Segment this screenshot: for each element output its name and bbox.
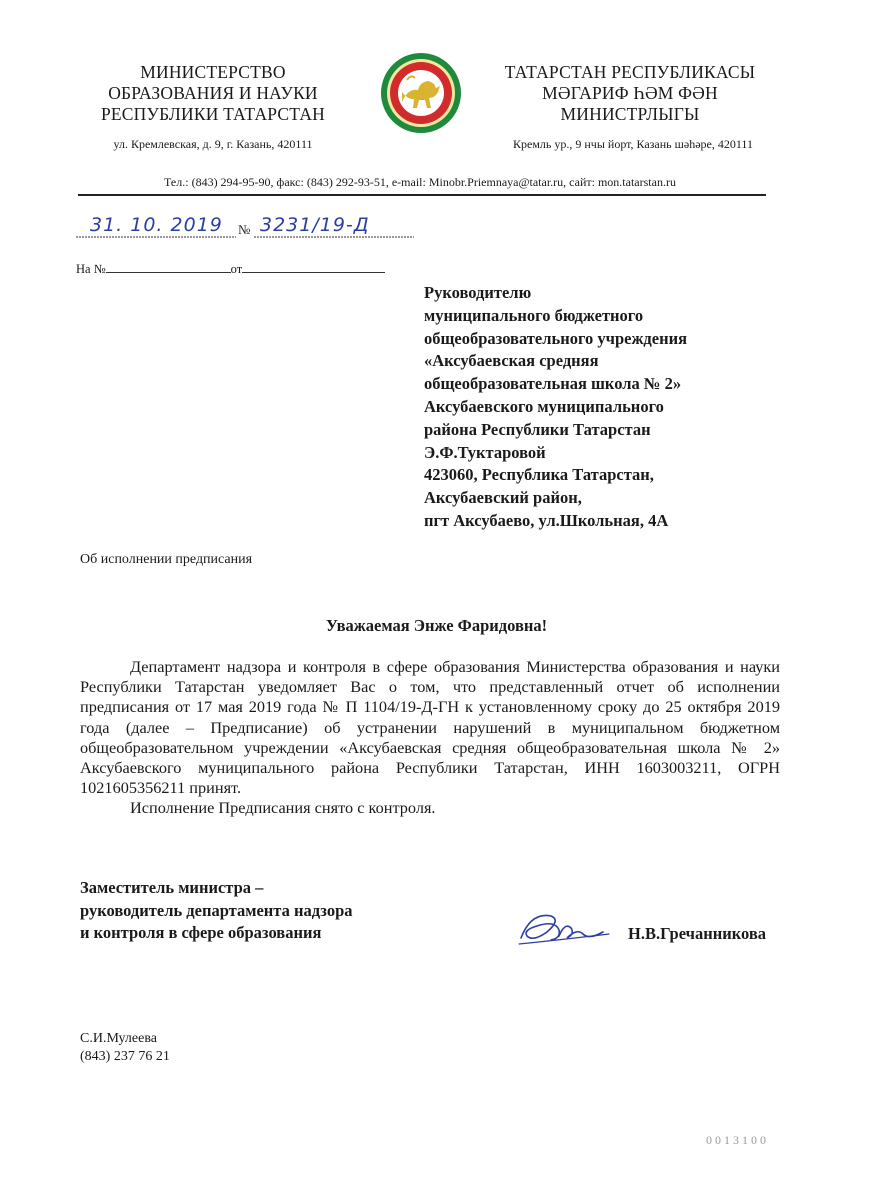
document-serial-number: 0013100 (706, 1133, 769, 1147)
signer-title-line: и контроля в сфере образования (80, 923, 322, 942)
reference-label: На № (76, 262, 106, 276)
header-ministry-tt (480, 62, 780, 125)
registration-number-label: № (238, 222, 251, 237)
recipient-line: Аксубаевский район, (424, 488, 582, 508)
header-tt-line-3: МИНИСТРЛЫГЫ (560, 104, 700, 124)
recipient-line: Аксубаевского муниципального (424, 396, 664, 416)
header-ministry-ru (78, 62, 348, 125)
handwritten-signature-icon (515, 902, 615, 954)
recipient-block (424, 282, 784, 533)
registration-number: 3231/19-Д (260, 214, 370, 236)
signer-title (80, 877, 353, 945)
letter-subject: Об исполнении предписания (80, 552, 253, 567)
header-divider (78, 194, 766, 196)
letter-body (80, 657, 780, 819)
recipient-line: Руководителю (424, 283, 532, 302)
reference-from-label: от (230, 262, 243, 276)
executor-phone: (843) 237 76 21 (80, 1049, 170, 1064)
address-ru: ул. Кремлевская, д. 9, г. Казань, 420111 (113, 137, 313, 151)
executor-block (80, 1030, 170, 1066)
header-ru-line-2: ОБРАЗОВАНИЯ И НАУКИ (108, 83, 318, 103)
reference-line (76, 260, 385, 277)
contacts-line: Тел.: (843) 294-95-90, факс: (843) 292-93-51, e-mail: Minobr.Priemnaya@tatar.ru, сайт: mon.tatarstan.ru (164, 175, 676, 189)
recipient-line: общеобразовательного учреждения (424, 328, 688, 348)
header-ru-line-3: РЕСПУБЛИКИ ТАТАРСТАН (100, 104, 325, 124)
recipient-line: пгт Аксубаево, ул.Школьная, 4А (424, 510, 669, 530)
executor-name: С.И.Мулеева (80, 1031, 157, 1046)
body-paragraph: Департамент надзора и контроля в сфере образования Министерства образования и науки Республики Татарстан уведомляет Вас о том, что представленный отчет об исполнении предписания от 17 мая 2019 года № П 1104/19-Д-ГН к установленному сроку до 25 октября 2019 года (далее – Предписание) об устранении нарушений в муниципальном бюджетном общеобразовательном учреждении «Аксубаевская средняя общеобразовательная школа № 2» Аксубаевского муниципального района Республики Татарстан, ИНН 1603003211, ОГРН 1021605356211 принят. (80, 657, 780, 798)
recipient-line: Э.Ф.Туктаровой (424, 442, 546, 462)
recipient-line: общеобразовательная школа № 2» (424, 374, 682, 394)
header-tt-line-2: МӘГАРИФ ҺӘМ ФӘН (542, 83, 718, 103)
reference-number-blank (106, 260, 231, 273)
signer-title-line: руководитель департамента надзора (80, 900, 353, 920)
recipient-line: 423060, Республика Татарстан, (424, 465, 654, 485)
signer-name: Н.В.Гречанникова (628, 924, 767, 943)
address-tt: Кремль ур., 9 нчы йорт, Казань шәһәре, 420111 (513, 137, 753, 151)
header-ru-line-1: МИНИСТЕРСТВО (140, 62, 286, 82)
recipient-line: муниципального бюджетного (424, 305, 644, 325)
recipient-line: «Аксубаевская средняя (424, 351, 599, 371)
reference-date-blank (242, 260, 385, 273)
registration-date: 31. 10. 2019 (90, 214, 223, 236)
header-tt-line-1: ТАТАРСТАН РЕСПУБЛИКАСЫ (504, 62, 756, 82)
recipient-line: района Республики Татарстан (424, 419, 651, 439)
tatarstan-coat-of-arms-icon (380, 52, 462, 134)
body-paragraph: Исполнение Предписания снято с контроля. (130, 798, 436, 818)
greeting: Уважаемая Энже Фаридовна! (325, 616, 548, 635)
signer-title-line: Заместитель министра – (80, 878, 264, 897)
